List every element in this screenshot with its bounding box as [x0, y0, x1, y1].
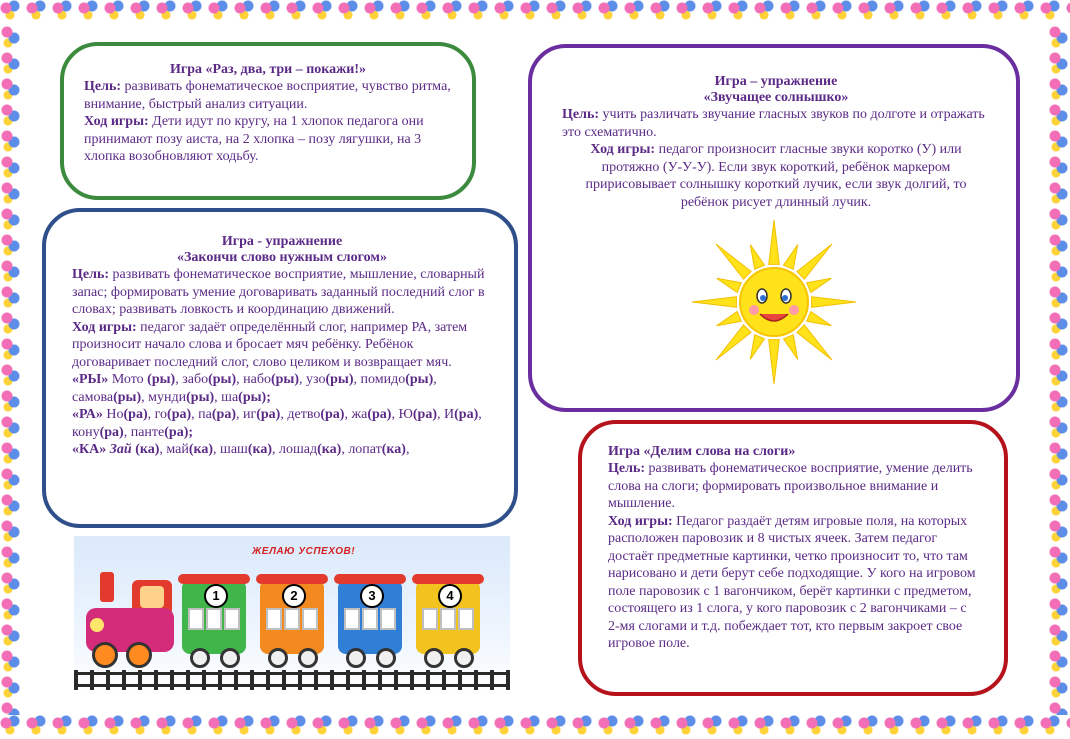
- wagon-window: [266, 608, 282, 630]
- wagon-window: [224, 608, 240, 630]
- word-start: , шаш: [213, 442, 248, 457]
- syllable-ending: (ра);: [164, 424, 194, 440]
- course-text: Дети идут по кругу, на 1 хлопок педагога они принимают позу аиста, на 2 хлопка – позу лягушки, на 3 хлопка возобновляют ходьбу.: [84, 114, 424, 164]
- syllable-ending: (ра): [256, 407, 281, 422]
- goal-label: Цель:: [562, 107, 600, 122]
- word-start: , детво: [280, 407, 321, 422]
- game-card-delim-slova: [578, 420, 1008, 696]
- syllable-ending: (ра): [123, 407, 148, 422]
- wagon-window: [362, 608, 378, 630]
- word-start: ,: [405, 442, 410, 457]
- wagon-window: [188, 608, 204, 630]
- wagon-wheel: [376, 648, 396, 668]
- course-label: Ход игры:: [608, 513, 673, 529]
- wagon-window: [380, 608, 396, 630]
- syllable-ending: (ры): [186, 389, 215, 405]
- card-title: Игра «Раз, два, три – покажи!»: [169, 62, 367, 77]
- wagon-window: [440, 608, 456, 630]
- word-start: , иг: [236, 407, 257, 422]
- balloon-border-right: [1048, 24, 1070, 715]
- word-start: , лопат: [341, 442, 382, 457]
- train-wagon: [338, 580, 402, 654]
- goal-text: учить различать звучание гласных звуков по долготе и отражать это схематично.: [562, 107, 985, 140]
- sun-ray: [717, 312, 742, 326]
- syllable-ending: (ка): [247, 442, 273, 457]
- sun-ray: [716, 244, 751, 279]
- wagon-wheel: [268, 648, 288, 668]
- syllable-prefix-ry: «РЫ»: [72, 372, 109, 387]
- card-course: [72, 319, 492, 372]
- syllable-ending: (ка): [188, 442, 214, 457]
- goal-label: Цель:: [72, 267, 110, 282]
- wagon-roof: [412, 574, 484, 584]
- balloon-border-top: [0, 0, 1070, 24]
- card-goal: [72, 266, 492, 319]
- smiling-sun-icon: [690, 218, 858, 386]
- card-course: [84, 113, 452, 166]
- word-start: , помидо: [353, 372, 406, 387]
- goal-text: развивать фонематическое восприятие, умение делить слова на слоги; формировать произвольное внимание и мышление.: [608, 461, 973, 511]
- wagon-window: [302, 608, 318, 630]
- goal-text: развивать фонематическое восприятие, мышление, словарный запас; формировать умение договаривать заданный последний слог в словах; развивать ловкость и координацию движений.: [72, 267, 485, 317]
- goal-text: развивать фонематическое восприятие, чувство ритма, внимание, быстрый анализ ситуации.: [84, 79, 451, 112]
- card-title: Игра «Делим слова на слоги»: [608, 444, 796, 459]
- sun-ray: [797, 244, 832, 279]
- syllable-prefix-ra: «РА»: [72, 407, 103, 422]
- syllable-ending: (ры): [208, 372, 237, 387]
- word-start: Но: [102, 407, 124, 422]
- wagon-window: [206, 608, 222, 630]
- wagon-wheel: [298, 648, 318, 668]
- word-start: , кону: [72, 407, 482, 440]
- balloon-border-left: [0, 24, 22, 715]
- sun-ray: [716, 325, 751, 360]
- syllable-ending: (ра): [412, 407, 437, 422]
- sun-ray: [692, 297, 736, 308]
- course-text: педагог задаёт определённый слог, например РА, затем произносит начало слова и бросает мяч ребёнку. Ребёнок договаривает последний слог, слово целиком и возвращает мяч.: [72, 319, 468, 370]
- word-start: , лошад: [272, 442, 318, 457]
- syllable-ending: (ра): [454, 407, 479, 422]
- wagon-wheel: [190, 648, 210, 668]
- word-start: , самова: [72, 372, 437, 405]
- syllable-ending: (ра): [167, 407, 192, 422]
- wagon-window: [422, 608, 438, 630]
- card-course: [608, 513, 980, 653]
- wagon-roof: [256, 574, 328, 584]
- sun-ray: [812, 297, 856, 308]
- train-wagon: [260, 580, 324, 654]
- train-wagon: [416, 580, 480, 654]
- syllable-line-ry: [72, 371, 492, 406]
- card-course: [562, 141, 990, 211]
- syllable-words-ry: [72, 372, 437, 405]
- syllable-ending: (ка): [135, 442, 160, 457]
- syllable-first-ka: Зай: [106, 442, 132, 457]
- wagon-number: 1: [204, 584, 228, 608]
- card-title-line2: «Закончи слово нужным слогом»: [177, 250, 387, 265]
- train-illustration: [74, 536, 510, 696]
- sun-ray: [807, 312, 832, 326]
- syllable-line-ka: [72, 441, 492, 459]
- card-title-line2: «Звучащее солнышко»: [703, 90, 849, 105]
- wagon-window: [284, 608, 300, 630]
- sun-ray: [784, 335, 798, 360]
- word-start: , ша: [214, 389, 239, 405]
- railway-track: [74, 670, 510, 690]
- course-text: Педагог раздаёт детям игровые поля, на которых расположен паровозик и 8 чистых ячеек. Затем педагог достаёт предметные картинки, четко произносит то, что там нарисовано и дети берут себе подходящие. У кого на игровом поле паровозик с 1 вагончиком, берёт картинки с предметом, состоящего из 1 слога, у кого паровозик с 2 вагончиками – с 2-мя слогами и т.д. побеждает тот, кто первым закроет свое игровое поле.: [608, 513, 976, 651]
- wagon-wheel: [346, 648, 366, 668]
- card-goal: [562, 106, 990, 141]
- word-start: , набо: [236, 372, 271, 387]
- word-start: , забо: [175, 372, 209, 387]
- syllable-ending: (ры): [270, 372, 300, 387]
- sun-ray: [784, 245, 798, 270]
- sun-ray: [750, 335, 764, 360]
- syllable-ending: (ры): [147, 372, 176, 387]
- sun-ray: [750, 245, 764, 270]
- course-text: педагог произносит гласные звуки коротко (У) или протяжно (У-У-У). Если звук короткий, ребёнок маркером пририсовывает солнышку короткий лучик, если звук долгий, то ребёнок рисует длинный лучик.: [585, 142, 967, 210]
- syllable-words-ka: [132, 442, 410, 457]
- word-start: , И: [437, 407, 455, 422]
- syllable-ending: (ры);: [238, 389, 271, 405]
- sun-ray: [717, 278, 742, 292]
- word-start: , Ю: [391, 407, 413, 422]
- wagon-number: 4: [438, 584, 462, 608]
- word-start: , па: [191, 407, 212, 422]
- course-label: Ход игры:: [72, 319, 137, 335]
- wagon-roof: [178, 574, 250, 584]
- syllable-ending: (ры): [325, 372, 354, 387]
- syllable-ending: (ра): [367, 407, 392, 422]
- word-start: , жа: [344, 407, 368, 422]
- locomotive-wheel: [126, 642, 152, 668]
- syllable-ending: (ра): [99, 424, 124, 440]
- sun-ray: [807, 278, 832, 292]
- goal-label: Цель:: [84, 79, 122, 94]
- card-title-line1: Игра – упражнение: [714, 74, 838, 89]
- card-goal: [84, 78, 452, 113]
- card-title-line1: Игра - упражнение: [221, 234, 343, 249]
- wagon-wheel: [424, 648, 444, 668]
- wish-caption: ЖЕЛАЮ УСПЕХОВ!: [252, 546, 356, 557]
- card-goal: [608, 460, 980, 513]
- syllable-ending: (ры): [113, 389, 142, 405]
- train-wagon: [182, 580, 246, 654]
- syllable-ending: (ка): [317, 442, 342, 457]
- syllable-ending: (ра): [320, 407, 345, 422]
- game-card-raz-dva-tri: [60, 42, 476, 200]
- wagon-window: [344, 608, 360, 630]
- syllable-words-ra: [72, 407, 482, 440]
- goal-label: Цель:: [608, 461, 646, 476]
- course-label: Ход игры:: [84, 114, 149, 129]
- sun-ray: [769, 340, 780, 384]
- syllable-ending: (ра): [211, 407, 236, 422]
- wagon-number: 3: [360, 584, 384, 608]
- locomotive-wheel: [92, 642, 118, 668]
- syllable-ending: (ка): [381, 442, 406, 457]
- balloon-border-bottom: [0, 715, 1070, 739]
- word-start: , мунди: [141, 389, 187, 405]
- word-start: , узо: [299, 372, 326, 387]
- game-card-zakonchi-slovo: [42, 208, 518, 528]
- word-start: , го: [147, 407, 168, 422]
- word-start: , панте: [123, 424, 165, 440]
- course-label: Ход игры:: [590, 142, 656, 157]
- word-start: Мото: [108, 372, 148, 387]
- wagon-roof: [334, 574, 406, 584]
- syllable-line-ra: [72, 406, 492, 441]
- sun-ray: [797, 325, 832, 360]
- wagon-number: 2: [282, 584, 306, 608]
- syllable-prefix-ka: «КА»: [72, 442, 107, 457]
- wagon-window: [458, 608, 474, 630]
- syllable-ending: (ры): [405, 372, 434, 387]
- wagon-wheel: [454, 648, 474, 668]
- sun-ray: [769, 220, 780, 264]
- wagon-wheel: [220, 648, 240, 668]
- word-start: , май: [159, 442, 189, 457]
